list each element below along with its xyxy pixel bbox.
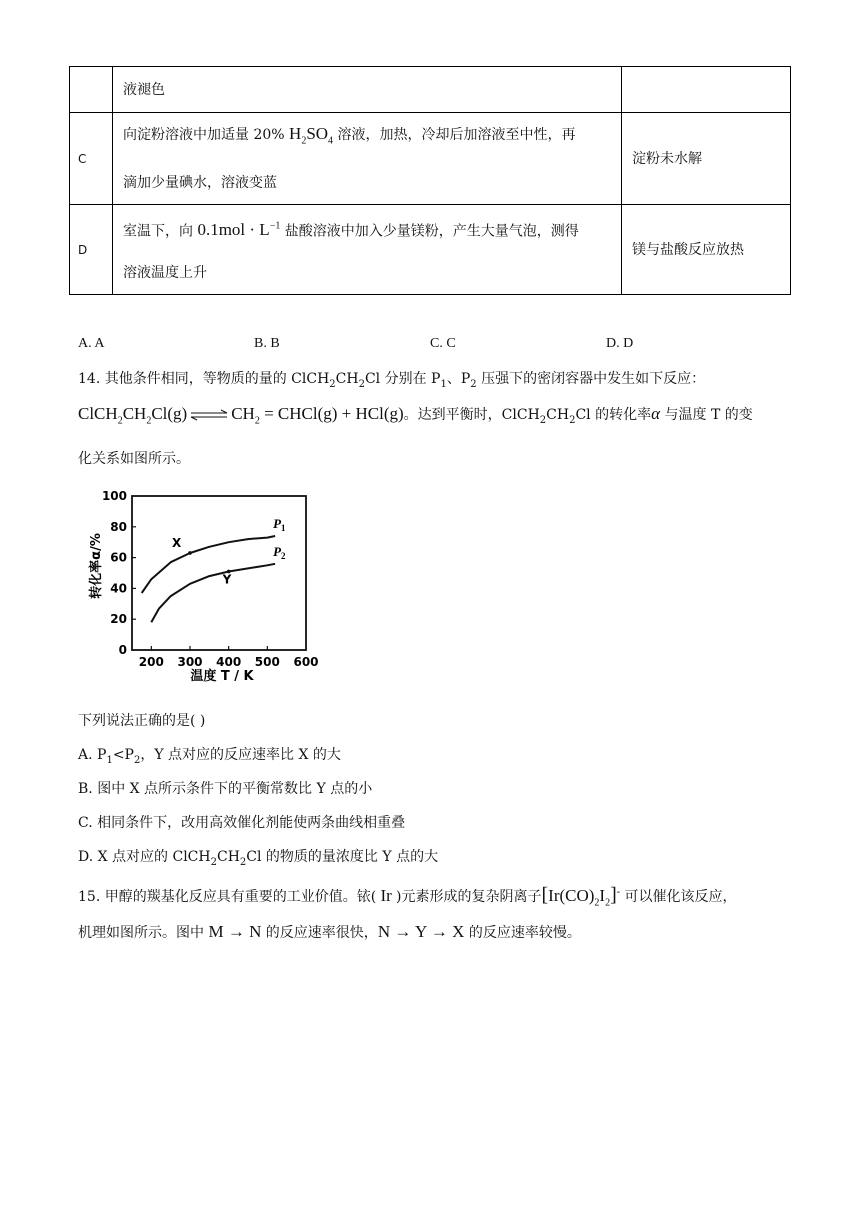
x-tick-label: 200: [138, 655, 164, 669]
row-operation: [113, 205, 622, 295]
x-tick-label: 600: [293, 655, 319, 669]
row-operation: [113, 113, 622, 205]
x-axis-label: 温度 T / K: [190, 669, 254, 684]
y-tick-label: 20: [110, 612, 127, 627]
row-conclusion: 镁与盐酸反应放热: [622, 205, 791, 295]
y-tick-label: 60: [110, 550, 127, 565]
series-label-p1: $P_1$: [273, 516, 286, 534]
concentration: $0.1mol \cdot L^{-1}$: [197, 220, 281, 240]
q14-line3: 化关系如图所示。: [78, 451, 190, 467]
series-label-p2: $P_2$: [273, 543, 286, 561]
reaction-equation: $ClCH_2CH_2Cl(g) CH_2$ = CHCl(g) + HCl(g): [78, 404, 404, 427]
row-letter: C: [70, 113, 113, 205]
table-row: [70, 205, 791, 295]
x-tick-label: 300: [177, 655, 203, 669]
experiment-table: [69, 66, 791, 295]
q15-line2: 机理如图所示。图中 M → N 的反应速率很快，N → Y → X 的反应速率较慢。: [78, 922, 581, 941]
operation-text: 室温下，向: [123, 223, 198, 240]
row-conclusion: [622, 67, 791, 113]
option-d[interactable]: D. X 点对应的 $ClCH_2CH_2Cl$ 的物质的量浓度比 Y 点的大: [78, 849, 439, 868]
choice-b[interactable]: B. B: [254, 336, 280, 351]
table-row: [70, 67, 791, 113]
series-line-p2: [151, 564, 275, 623]
choice-a[interactable]: A. A: [78, 336, 105, 351]
choice-d[interactable]: D. D: [606, 336, 634, 351]
equilibrium-arrow-icon: [189, 409, 229, 421]
x-tick-label: 400: [216, 655, 242, 669]
option-c[interactable]: C. 相同条件下，改用高效催化剂能使两条曲线相重叠: [78, 815, 406, 831]
q14-question: 下列说法正确的是( ): [78, 713, 206, 729]
table-row: [70, 113, 791, 205]
row-operation: 液褪色: [113, 67, 622, 113]
y-tick-label: 40: [110, 581, 127, 596]
operation-text: 滴加少量碘水，溶液变蓝: [123, 175, 277, 192]
y-ticks: [102, 489, 136, 657]
option-a[interactable]: A. $P_1<P_2$，Y 点对应的反应速率比 X 的大: [78, 747, 341, 766]
y-tick-label: 80: [110, 519, 127, 534]
row-conclusion: 淀粉未水解: [622, 113, 791, 205]
y-tick-label: 0: [118, 643, 127, 657]
x-tick-label: 500: [254, 655, 280, 669]
y-tick-label: 100: [101, 489, 127, 503]
q13-choices: [78, 336, 798, 356]
point-label-y: Y: [222, 572, 232, 587]
option-b[interactable]: B. 图中 X 点所示条件下的平衡常数比 Y 点的小: [78, 781, 373, 797]
q14-equation-line: $ClCH_2CH_2Cl(g) CH_2$ = CHCl(g) + HCl(g)。达到平衡时，$ClCH_2CH_2Cl$ 的转化率α 与温度 T 的变: [78, 404, 753, 427]
q14-intro: 14. 其他条件相同，等物质的量的 $ClCH_2CH_2Cl$ 分别在 $P_1$、$P_2$ 压强下的密闭容器中发生如下反应：: [78, 371, 706, 390]
q15-line1: 15. 甲醇的羰基化反应具有重要的工业价值。铱( Ir )元素形成的复杂阴离子$[Ir(CO)_2I_2]^-$ 可以催化该反应，: [78, 884, 737, 909]
series-group: [142, 516, 286, 622]
row-letter: D: [70, 205, 113, 295]
point-label-x: X: [172, 535, 182, 550]
y-axis-label: 转化率α/%: [89, 533, 104, 599]
choice-c[interactable]: C. C: [430, 336, 456, 351]
formula-h2so4: $H_2SO_4$: [289, 124, 334, 147]
iridium-complex: $[Ir(CO)_2I_2]^-$: [541, 884, 621, 909]
operation-text: 盐酸溶液中加入少量镁粉，产生大量气泡，测得: [280, 223, 579, 240]
operation-text: 溶液，加热，冷却后加溶液至中性，再: [333, 127, 576, 143]
point-x: [188, 551, 192, 555]
operation-text: 溶液温度上升: [123, 265, 207, 282]
conversion-chart: [89, 484, 332, 684]
operation-text: 向淀粉溶液中加适量 20%: [123, 127, 290, 143]
row-letter: [70, 67, 113, 113]
series-line-p1: [142, 536, 275, 593]
